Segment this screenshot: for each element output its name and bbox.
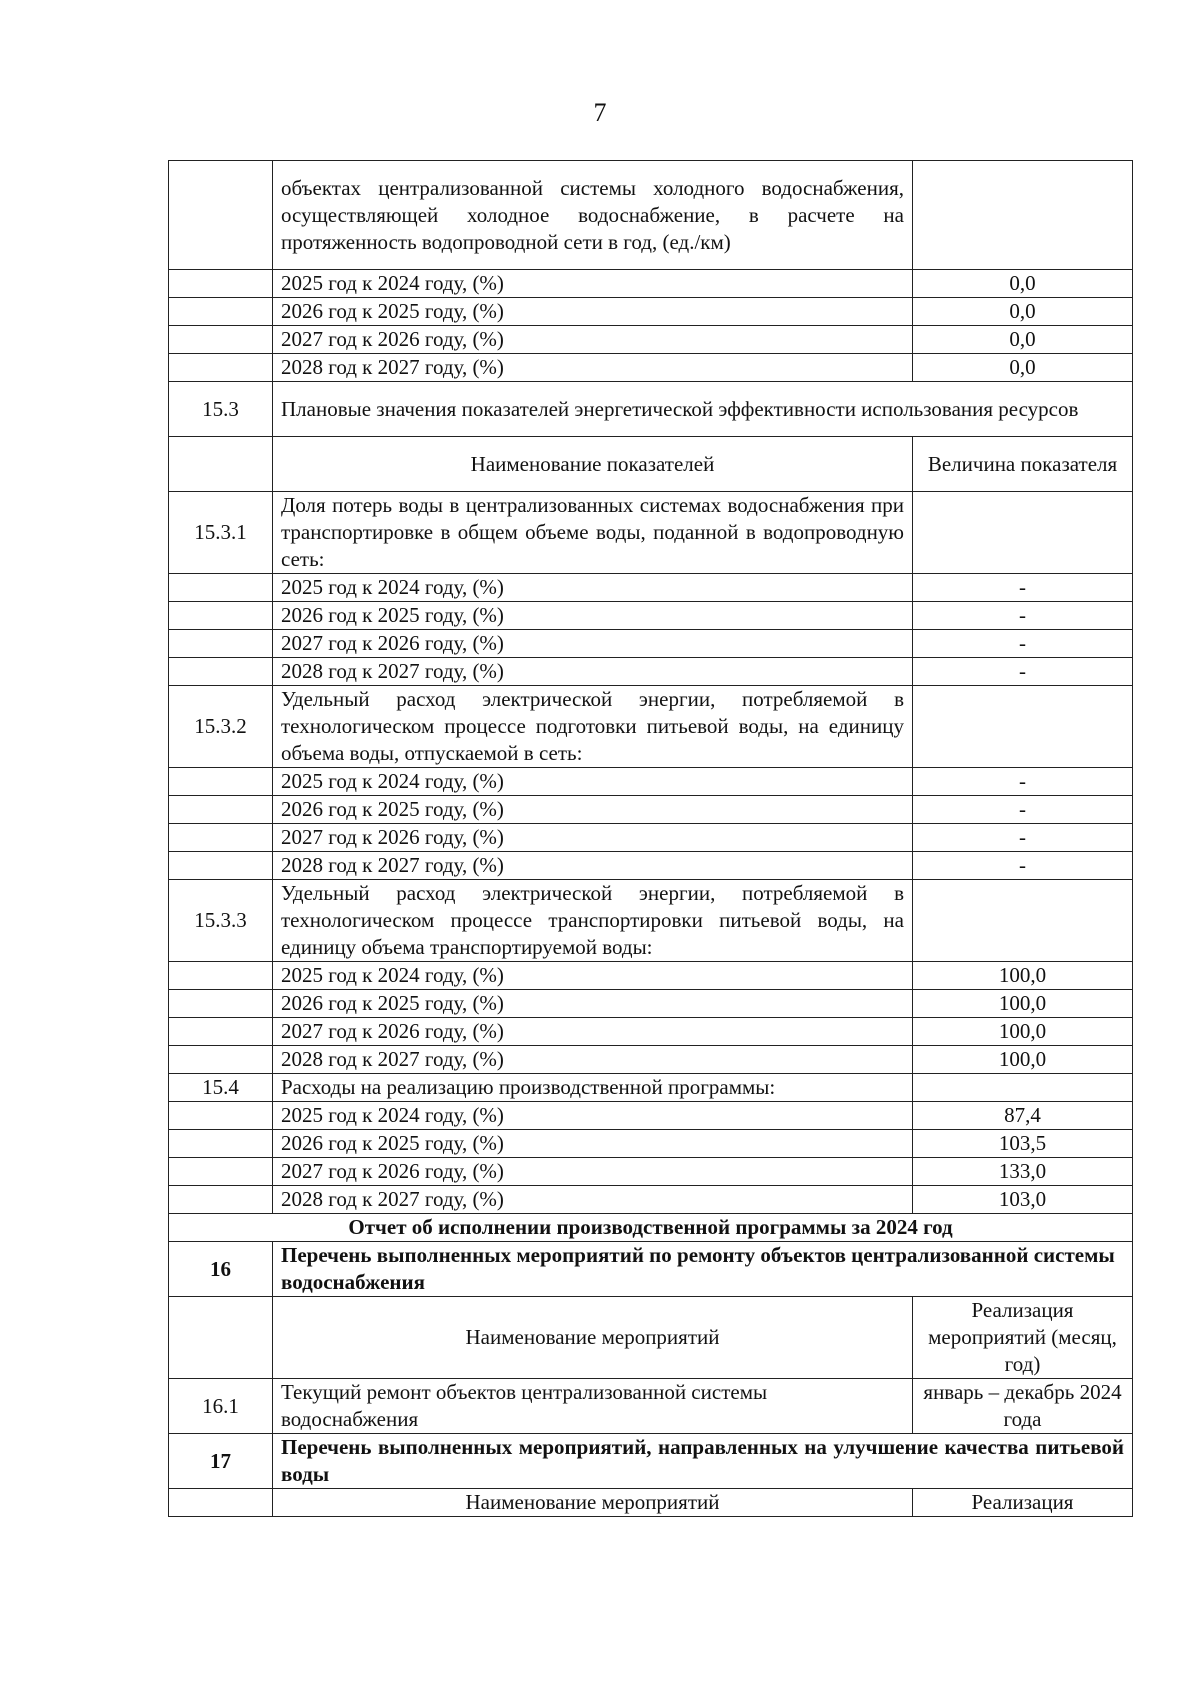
table-row	[169, 161, 1133, 270]
year-label: 2025 год к 2024 году, (%)	[273, 574, 913, 602]
page-number: 7	[593, 98, 607, 127]
year-value: 100,0	[913, 962, 1133, 990]
table-row	[169, 630, 1133, 658]
indicator-row	[169, 686, 1133, 768]
section-title: Перечень выполненных мероприятий по ремонту объектов централизованной системы водоснабжения	[273, 1242, 1133, 1297]
year-label: 2028 год к 2027 году, (%)	[273, 852, 913, 880]
table-row	[169, 824, 1133, 852]
table-row	[169, 1046, 1133, 1074]
table-row	[169, 1130, 1133, 1158]
year-value: 0,0	[913, 298, 1133, 326]
table-row	[169, 962, 1133, 990]
table-header-row	[169, 437, 1133, 492]
year-value: -	[913, 574, 1133, 602]
table-row	[169, 1186, 1133, 1214]
table-header-row	[169, 1489, 1133, 1517]
program-table	[168, 160, 1133, 1517]
year-label: 2026 год к 2025 году, (%)	[273, 990, 913, 1018]
year-label: 2027 год к 2026 году, (%)	[273, 630, 913, 658]
year-value: -	[913, 768, 1133, 796]
indicator-row	[169, 492, 1133, 574]
table-row	[169, 658, 1133, 686]
year-label: 2026 год к 2025 году, (%)	[273, 1130, 913, 1158]
table-row	[169, 1102, 1133, 1130]
report-title-row	[169, 1214, 1133, 1242]
section-row	[169, 382, 1133, 437]
column-header-implementation: Реализация мероприятий (месяц, год)	[913, 1297, 1133, 1379]
year-label: 2027 год к 2026 году, (%)	[273, 1158, 913, 1186]
table-row	[169, 574, 1133, 602]
table-row	[169, 796, 1133, 824]
indicator-description: Удельный расход электрической энергии, потребляемой в технологическом процессе подготовки питьевой воды, на единицу объема воды, отпускаемой в сеть:	[273, 686, 913, 768]
year-value: 0,0	[913, 270, 1133, 298]
table-row	[169, 326, 1133, 354]
activity-name: Текущий ремонт объектов централизованной системы водоснабжения	[273, 1379, 913, 1434]
table-row	[169, 298, 1133, 326]
year-value: -	[913, 602, 1133, 630]
column-header-value: Величина показателя	[913, 437, 1133, 492]
year-value: 100,0	[913, 990, 1133, 1018]
year-value: 133,0	[913, 1158, 1133, 1186]
indicator-description: Удельный расход электрической энергии, потребляемой в технологическом процессе транспортировки питьевой воды, на единицу объема транспортируемой воды:	[273, 880, 913, 962]
column-header-name: Наименование мероприятий	[273, 1489, 913, 1517]
indicator-description: Доля потерь воды в централизованных системах водоснабжения при транспортировке в общем объеме воды, поданной в водопроводную сеть:	[273, 492, 913, 574]
section-number: 17	[169, 1434, 273, 1489]
year-value: 100,0	[913, 1018, 1133, 1046]
section-number: 15.4	[169, 1074, 273, 1102]
table-row	[169, 768, 1133, 796]
column-header-name: Наименование показателей	[273, 437, 913, 492]
section-title: Плановые значения показателей энергетической эффективности использования ресурсов	[273, 382, 1133, 437]
column-header-name: Наименование мероприятий	[273, 1297, 913, 1379]
activity-row	[169, 1379, 1133, 1434]
year-label: 2028 год к 2027 году, (%)	[273, 658, 913, 686]
table-row	[169, 354, 1133, 382]
year-value: 87,4	[913, 1102, 1133, 1130]
year-label: 2028 год к 2027 году, (%)	[273, 354, 913, 382]
year-label: 2025 год к 2024 году, (%)	[273, 1102, 913, 1130]
year-value: 103,0	[913, 1186, 1133, 1214]
report-title: Отчет об исполнении производственной программы за 2024 год	[169, 1214, 1133, 1242]
year-value: -	[913, 658, 1133, 686]
year-label: 2028 год к 2027 году, (%)	[273, 1186, 913, 1214]
year-label: 2027 год к 2026 году, (%)	[273, 1018, 913, 1046]
year-label: 2025 год к 2024 году, (%)	[273, 962, 913, 990]
indicator-description: объектах централизованной системы холодного водоснабжения, осуществляющей холодное водоснабжение, в расчете на протяженность водопроводной сети в год, (ед./км)	[273, 161, 913, 270]
section-title: Перечень выполненных мероприятий, направленных на улучшение качества питьевой воды	[273, 1434, 1133, 1489]
year-value: -	[913, 796, 1133, 824]
year-value: -	[913, 852, 1133, 880]
indicator-row	[169, 880, 1133, 962]
indicator-number: 15.3.3	[169, 880, 273, 962]
year-label: 2025 год к 2024 году, (%)	[273, 270, 913, 298]
year-value: 103,5	[913, 1130, 1133, 1158]
table-row	[169, 1158, 1133, 1186]
table-row	[169, 1018, 1133, 1046]
year-value: 100,0	[913, 1046, 1133, 1074]
section-title: Расходы на реализацию производственной программы:	[273, 1074, 913, 1102]
year-label: 2027 год к 2026 году, (%)	[273, 326, 913, 354]
year-label: 2028 год к 2027 году, (%)	[273, 1046, 913, 1074]
year-label: 2025 год к 2024 году, (%)	[273, 768, 913, 796]
section-row	[169, 1242, 1133, 1297]
table-row	[169, 990, 1133, 1018]
activity-number: 16.1	[169, 1379, 273, 1434]
indicator-value	[913, 161, 1133, 270]
column-header-implementation: Реализация	[913, 1489, 1133, 1517]
row-number	[169, 161, 273, 270]
table-row	[169, 602, 1133, 630]
table-row	[169, 270, 1133, 298]
year-label: 2026 год к 2025 году, (%)	[273, 602, 913, 630]
year-label: 2026 год к 2025 году, (%)	[273, 298, 913, 326]
section-number: 15.3	[169, 382, 273, 437]
table-header-row	[169, 1297, 1133, 1379]
year-label: 2027 год к 2026 году, (%)	[273, 824, 913, 852]
indicator-number: 15.3.1	[169, 492, 273, 574]
year-value: -	[913, 824, 1133, 852]
indicator-number: 15.3.2	[169, 686, 273, 768]
section-row	[169, 1434, 1133, 1489]
year-value: -	[913, 630, 1133, 658]
year-value: 0,0	[913, 326, 1133, 354]
year-value: 0,0	[913, 354, 1133, 382]
table-row	[169, 852, 1133, 880]
year-label: 2026 год к 2025 году, (%)	[273, 796, 913, 824]
section-row	[169, 1074, 1133, 1102]
section-number: 16	[169, 1242, 273, 1297]
activity-period: январь – декабрь 2024 года	[913, 1379, 1133, 1434]
